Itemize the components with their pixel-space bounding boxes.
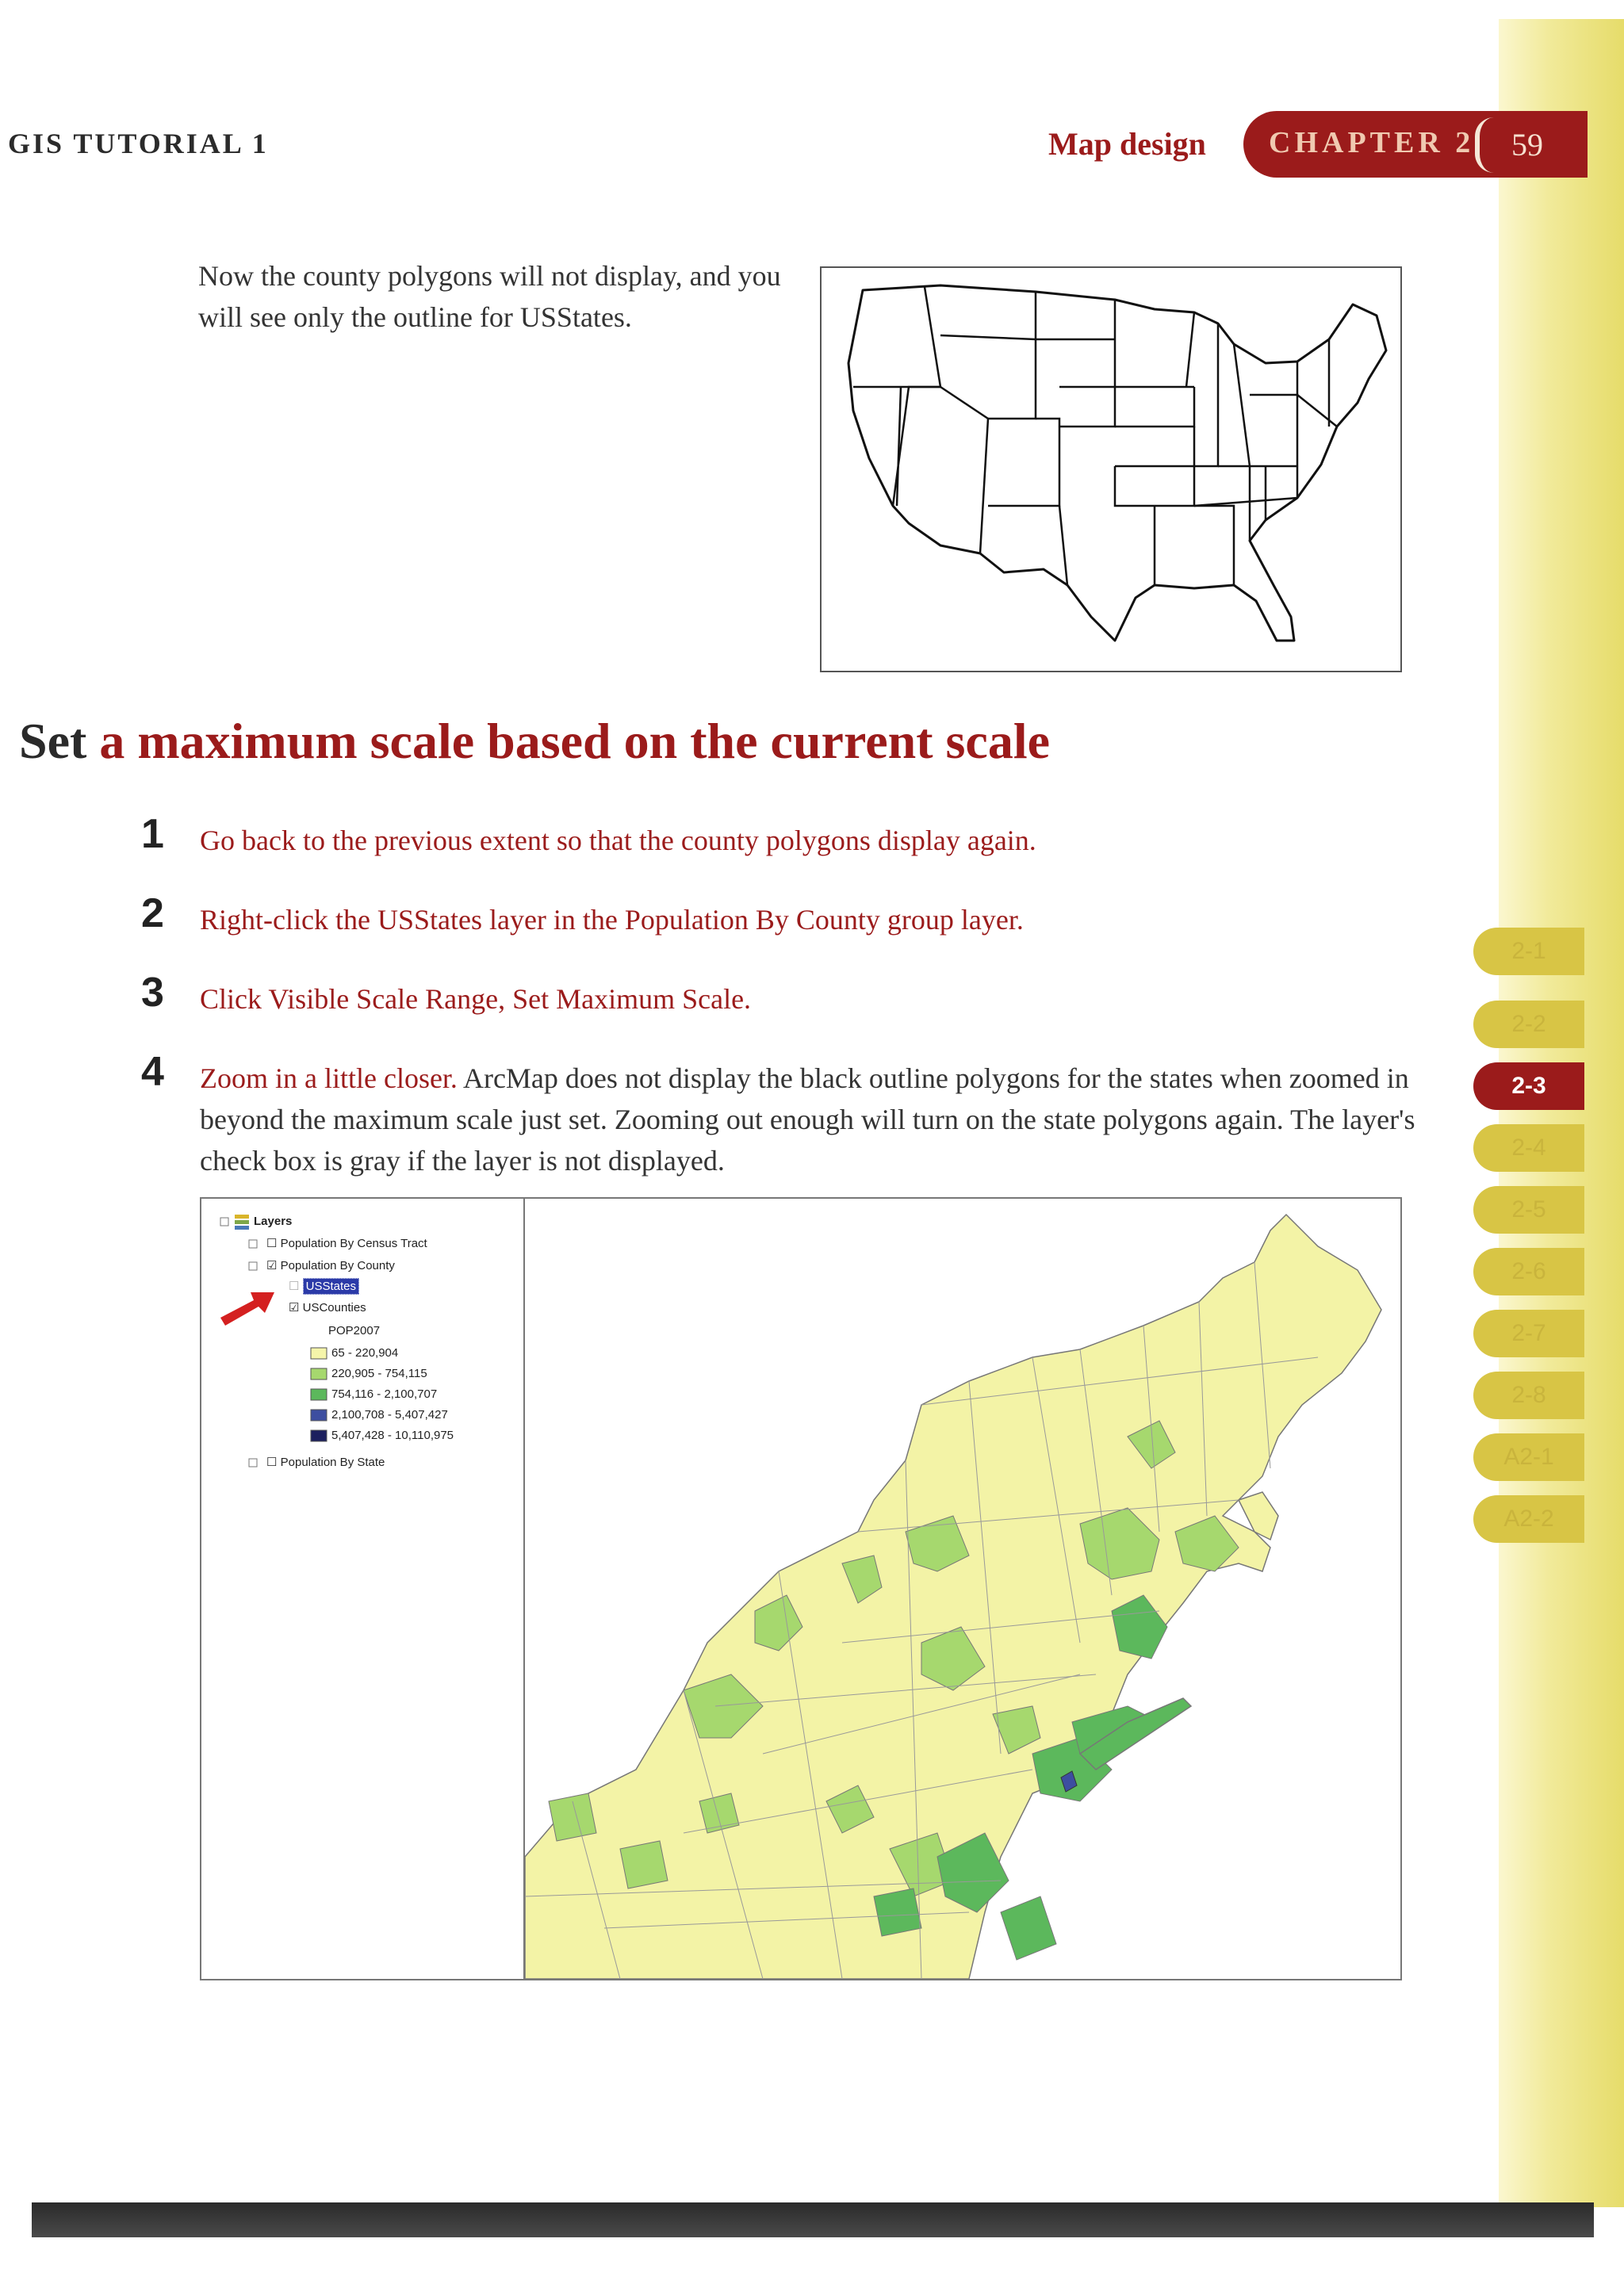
toc-layer-usstates[interactable] bbox=[289, 1279, 359, 1293]
step-number: 4 bbox=[141, 1049, 164, 1095]
legend-class-1: 65 - 220,904 bbox=[331, 1346, 399, 1360]
toc-layer-population-by-state[interactable] bbox=[266, 1455, 385, 1469]
red-arrow-icon bbox=[220, 1292, 274, 1326]
northeast-county-map[interactable] bbox=[525, 1199, 1400, 1979]
layer-label: Population By State bbox=[280, 1456, 385, 1469]
side-tab-2-7[interactable]: 2-7 bbox=[1473, 1310, 1584, 1357]
section-name: Map design bbox=[1048, 126, 1206, 162]
legend-field-name: POP2007 bbox=[328, 1324, 381, 1337]
checkbox-gray-icon[interactable]: ☐ bbox=[289, 1280, 300, 1293]
page-number: 59 bbox=[1475, 117, 1575, 173]
step-instruction: Click Visible Scale Range, Set Maximum Scale. bbox=[200, 983, 752, 1015]
step-number: 3 bbox=[141, 970, 164, 1016]
legend-class-4: 2,100,708 - 5,407,427 bbox=[331, 1408, 448, 1422]
side-tab-2-1[interactable]: 2-1 bbox=[1473, 928, 1584, 975]
step-instruction: Zoom in a little closer. bbox=[200, 1062, 458, 1094]
legend-class-5: 5,407,428 - 10,110,975 bbox=[331, 1429, 454, 1442]
side-tab-a2-2[interactable]: A2-2 bbox=[1473, 1495, 1584, 1543]
step-text bbox=[200, 978, 1437, 1020]
checkbox-checked-icon[interactable]: ☑ bbox=[266, 1259, 278, 1272]
step-text bbox=[200, 899, 1437, 940]
table-of-contents bbox=[201, 1199, 525, 1979]
us-outline bbox=[848, 285, 1386, 641]
side-tab-2-8[interactable]: 2-8 bbox=[1473, 1372, 1584, 1419]
toc-layer-population-by-county[interactable] bbox=[266, 1258, 395, 1272]
thumb-index-strip bbox=[1499, 19, 1624, 2207]
section-heading-first-word: Set bbox=[19, 713, 87, 769]
side-tab-2-6[interactable]: 2-6 bbox=[1473, 1248, 1584, 1295]
section-heading-rest: a maximum scale based on the current scale bbox=[86, 713, 1050, 769]
step-detail: ArcMap does not display the black outline polygons for the states when zoomed in beyond the maximum scale just set. Zooming out enough will turn on the state polygons again. The layer's check box is gray if the layer is not displayed. bbox=[200, 1062, 1415, 1177]
checkbox-unchecked-icon[interactable]: ☐ bbox=[266, 1456, 278, 1469]
toc-layer-census-tract[interactable] bbox=[266, 1236, 427, 1250]
side-tab-2-2[interactable]: 2-2 bbox=[1473, 1001, 1584, 1048]
layer-label: Population By County bbox=[280, 1259, 395, 1272]
section-heading bbox=[19, 712, 1050, 771]
checkbox-checked-icon[interactable]: ☑ bbox=[289, 1301, 300, 1314]
legend-class-2: 220,905 - 754,115 bbox=[331, 1367, 427, 1380]
step-number: 1 bbox=[141, 811, 164, 857]
us-states-outline-figure bbox=[820, 266, 1402, 672]
page-bottom-bar bbox=[32, 2202, 1594, 2237]
layer-label: Population By Census Tract bbox=[280, 1237, 427, 1250]
toc-root-layers[interactable]: Layers bbox=[254, 1215, 293, 1228]
us-states-map bbox=[822, 268, 1400, 671]
step-instruction: Right-click the USStates layer in the Population By County group layer. bbox=[200, 904, 1024, 936]
side-tab-a2-1[interactable]: A2-1 bbox=[1473, 1433, 1584, 1481]
step-text bbox=[200, 1058, 1437, 1181]
map-display[interactable] bbox=[525, 1199, 1400, 1979]
side-tab-2-5[interactable]: 2-5 bbox=[1473, 1186, 1584, 1234]
side-tab-2-3[interactable]: 2-3 bbox=[1473, 1062, 1584, 1110]
layer-label-selected: USStates bbox=[303, 1278, 359, 1295]
step-text bbox=[200, 820, 1437, 861]
intro-paragraph: Now the county polygons will not display, and you will see only the outline for USStates. bbox=[198, 260, 781, 333]
step-number: 2 bbox=[141, 890, 164, 936]
arcmap-screenshot bbox=[200, 1197, 1402, 1980]
step-instruction: Go back to the previous extent so that the county polygons display again. bbox=[200, 825, 1036, 856]
checkbox-unchecked-icon[interactable]: ☐ bbox=[266, 1237, 278, 1250]
side-tab-2-4[interactable]: 2-4 bbox=[1473, 1124, 1584, 1172]
legend-class-3: 754,116 - 2,100,707 bbox=[331, 1387, 438, 1401]
book-title: GIS TUTORIAL 1 bbox=[8, 128, 269, 159]
chapter-label: CHAPTER 2 bbox=[1269, 126, 1475, 159]
toc-layer-uscounties[interactable] bbox=[289, 1300, 366, 1314]
layer-label: USCounties bbox=[302, 1301, 366, 1314]
